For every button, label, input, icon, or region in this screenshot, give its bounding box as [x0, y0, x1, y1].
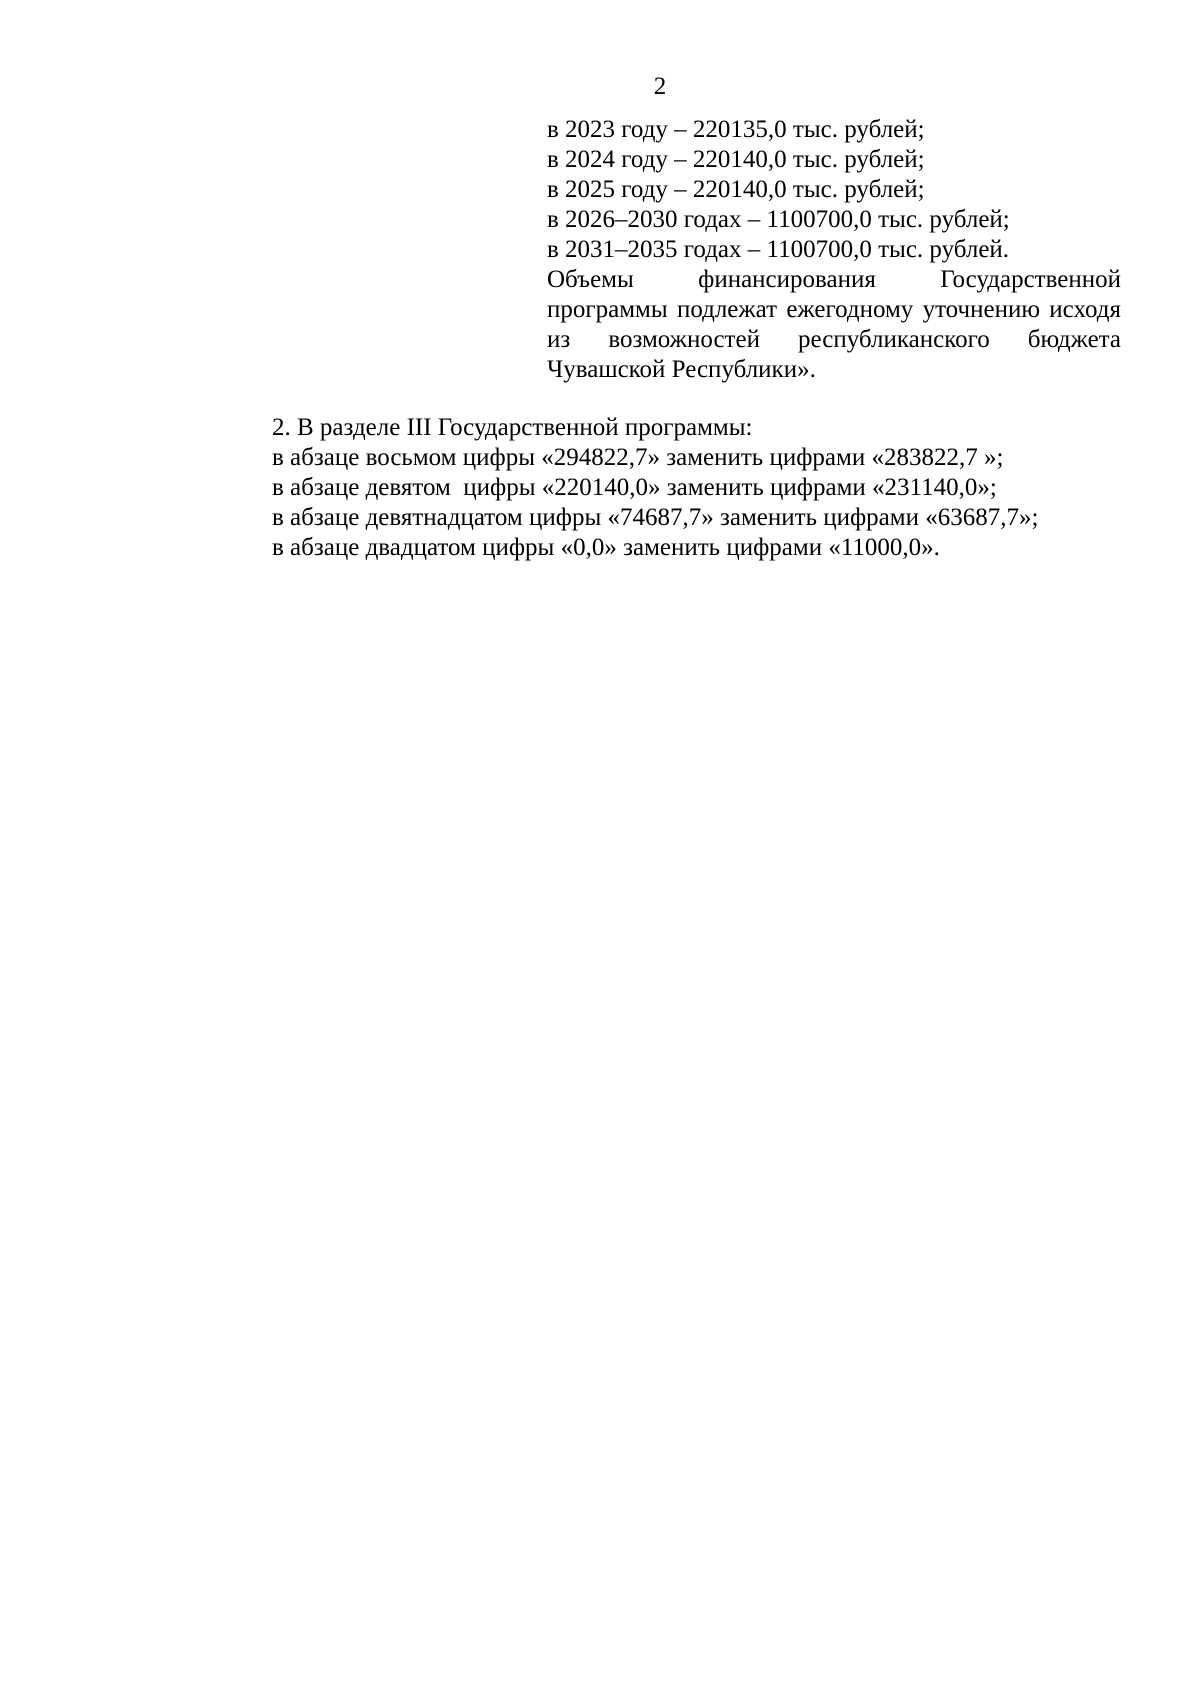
amendment-item-9: в абзаце девятом цифры «220140,0» заменить цифрами «231140,0»; — [272, 474, 997, 501]
amendment-item-20: в абзаце двадцатом цифры «0,0» заменить цифрами «11000,0». — [272, 534, 940, 561]
amendments-section — [272, 413, 1132, 563]
page-number: 2 — [653, 73, 667, 100]
funding-line-2031-2035: в 2031–2035 годах – 1100700,0 тыс. рублей. — [547, 236, 1010, 263]
funding-volumes-block — [547, 115, 1121, 385]
amendment-item-19: в абзаце девятнадцатом цифры «74687,7» заменить цифрами «63687,7»; — [272, 504, 1039, 531]
funding-line-2023: в 2023 году – 220135,0 тыс. рублей; — [547, 116, 925, 143]
funding-note-paragraph: Объемы финансирования Государственной программы подлежат ежегодному уточнению исходя из возможностей республиканского бюджета Чувашской Республики». — [547, 266, 1121, 383]
amendment-item-8: в абзаце восьмом цифры «294822,7» заменить цифрами «283822,7 »; — [272, 444, 1004, 471]
funding-line-2025: в 2025 году – 220140,0 тыс. рублей; — [547, 176, 925, 203]
amendments-heading: 2. В разделе III Государственной программы: — [272, 414, 753, 441]
funding-line-2026-2030: в 2026–2030 годах – 1100700,0 тыс. рублей; — [547, 206, 1010, 233]
funding-line-2024: в 2024 году – 220140,0 тыс. рублей; — [547, 146, 925, 173]
